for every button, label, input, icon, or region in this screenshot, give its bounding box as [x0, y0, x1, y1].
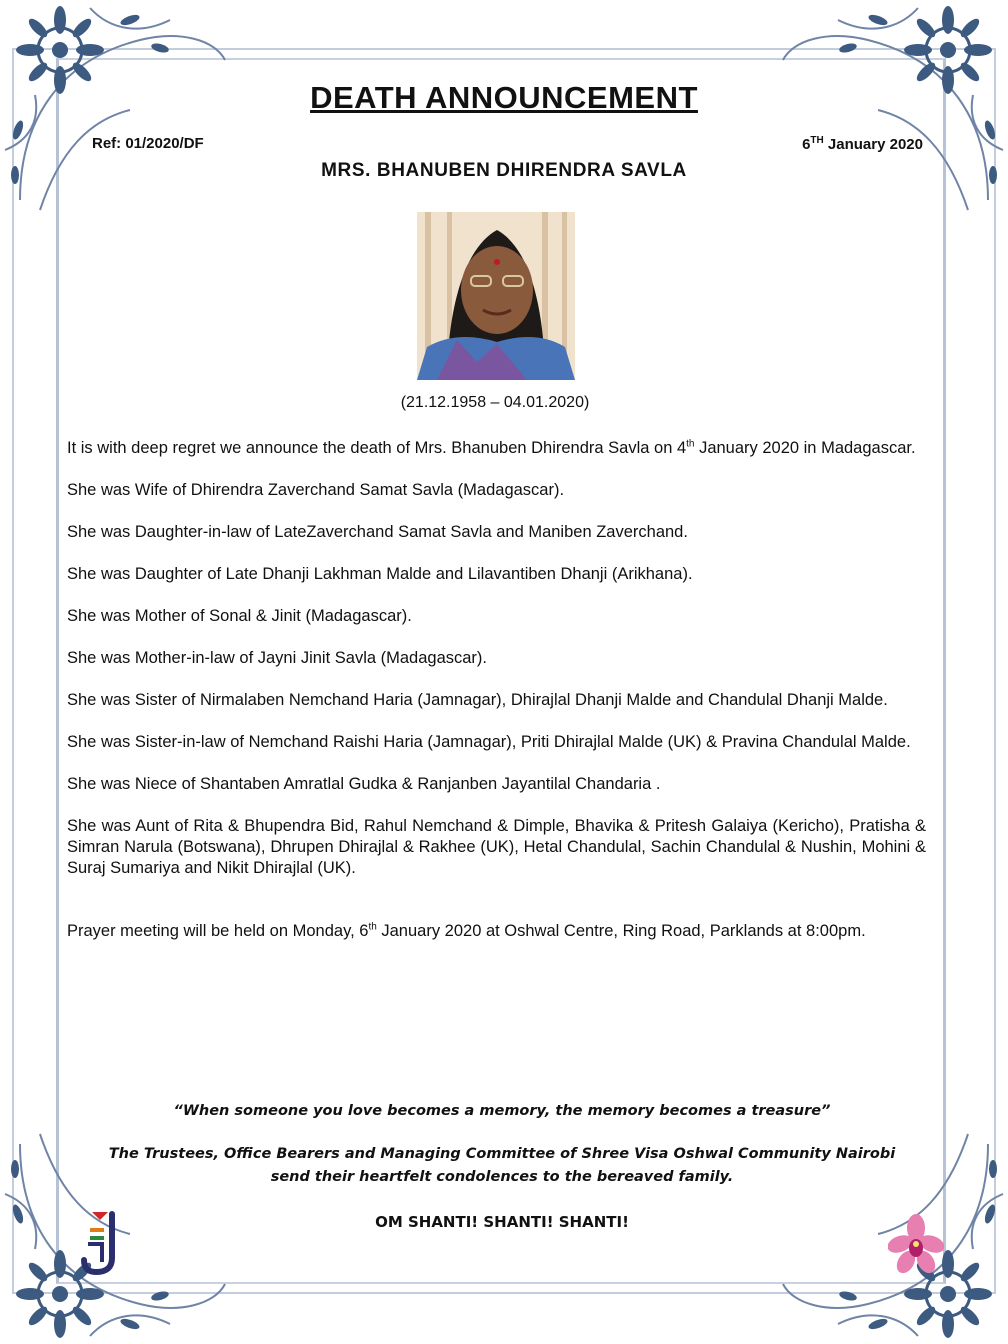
deceased-name: MRS. BHANUBEN DHIRENDRA SAVLA [321, 160, 687, 181]
paragraph-death: It is with deep regret we announce the death of Mrs. Bhanuben Dhirendra Savla on 4th January 2020 in Madagascar. [67, 438, 916, 457]
announcement-date: 6TH January 2020 [802, 135, 923, 153]
paragraph-sister-in-law: She was Sister-in-law of Nemchand Raishi Haria (Jamnagar), Priti Dhirajlal Malde (UK) & Pravina Chandulal Malde. [67, 733, 911, 751]
paragraph-mother-in-law: She was Mother-in-law of Jayni Jinit Savla (Madagascar). [67, 649, 488, 667]
condolence-line-2: send their heartfelt condolences to the bereaved family. [270, 1169, 734, 1185]
paragraph-sister: She was Sister of Nirmalaben Nemchand Haria (Jamnagar), Dhirajlal Dhanji Malde and Chandulal Dhanji Malde. [67, 691, 888, 709]
paragraph-daughter-in-law: She was Daughter-in-law of LateZaverchand Samat Savla and Maniben Zaverchand. [67, 523, 688, 541]
paragraph-prayer-meeting: Prayer meeting will be held on Monday, 6th January 2020 at Oshwal Centre, Ring Road, Parklands at 8:00pm. [67, 921, 866, 940]
paragraph-daughter: She was Daughter of Late Dhanji Lakhman Malde and Lilavantiben Dhanji (Arikhana). [67, 565, 693, 583]
life-dates: (21.12.1958 – 04.01.2020) [400, 394, 590, 411]
page-title: DEATH ANNOUNCEMENT [310, 80, 698, 115]
portrait-photo [417, 212, 575, 380]
paragraph-niece: She was Niece of Shantaben Amratlal Gudka & Ranjanben Jayantilal Chandaria . [67, 775, 661, 793]
closing-prayer: OM SHANTI! SHANTI! SHANTI! [375, 1213, 629, 1231]
memorial-quote: “When someone you love becomes a memory, the memory becomes a treasure” [173, 1103, 831, 1119]
community-logo-icon [78, 1206, 122, 1276]
orchid-flower-icon [888, 1214, 944, 1276]
reference-number: Ref: 01/2020/DF [92, 135, 204, 152]
condolence-message [0, 1143, 1004, 1189]
announcement-body [67, 438, 926, 963]
paragraph-aunt: She was Aunt of Rita & Bhupendra Bid, Rahul Nemchand & Dimple, Bhavika & Pritesh Galaiya (Kericho), Pratisha & Simran Narula (Botswana), Dhrupen Dhirajlal & Rakhee (UK), Hetal Chandulal, Sachin Chandulal & Nushin, Mohini & Suraj Sumariya and Nikit Dhirajlal (UK). [67, 817, 926, 877]
condolence-line-1: The Trustees, Office Bearers and Managing Committee of Shree Visa Oshwal Community Nairobi [108, 1146, 896, 1162]
paragraph-mother: She was Mother of Sonal & Jinit (Madagascar). [67, 607, 412, 625]
paragraph-wife: She was Wife of Dhirendra Zaverchand Samat Savla (Madagascar). [67, 481, 565, 499]
